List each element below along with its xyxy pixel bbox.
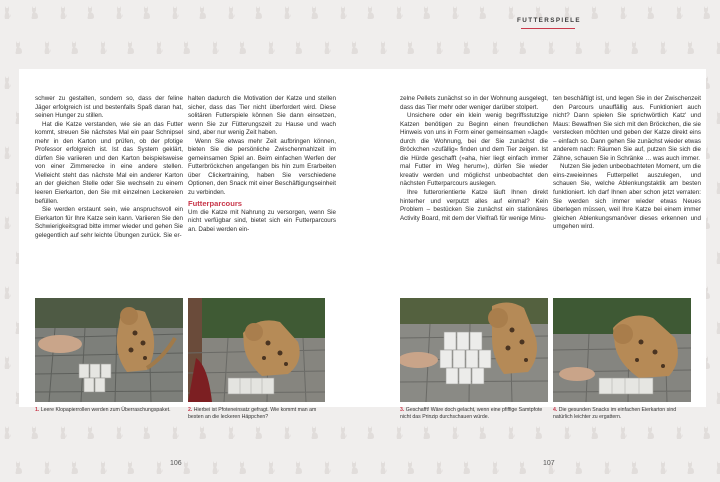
- cat-silhouette-icon: [2, 216, 11, 229]
- cat-silhouette-icon: [658, 461, 667, 474]
- cat-silhouette-icon: [686, 461, 695, 474]
- cat-silhouette-icon: [602, 41, 611, 54]
- cat-silhouette-icon: [714, 181, 720, 194]
- photo-cat-egg-carton: [553, 298, 691, 402]
- cat-silhouette-icon: [182, 41, 191, 54]
- cat-silhouette-icon: [534, 426, 543, 439]
- cat-silhouette-icon: [646, 6, 655, 19]
- cat-silhouette-icon: [658, 41, 667, 54]
- cat-silhouette-icon: [462, 41, 471, 54]
- cat-silhouette-icon: [42, 461, 51, 474]
- cat-silhouette-icon: [714, 111, 720, 124]
- cat-silhouette-icon: [602, 461, 611, 474]
- cat-silhouette-icon: [182, 461, 191, 474]
- cat-silhouette-icon: [378, 41, 387, 54]
- cat-silhouette-icon: [646, 426, 655, 439]
- cat-silhouette-icon: [2, 76, 11, 89]
- cat-silhouette-icon: [254, 426, 263, 439]
- cat-silhouette-icon: [338, 6, 347, 19]
- cat-silhouette-icon: [238, 41, 247, 54]
- cat-silhouette-icon: [574, 41, 583, 54]
- page-number-left: 106: [170, 460, 182, 467]
- cat-silhouette-icon: [70, 41, 79, 54]
- cat-silhouette-icon: [714, 41, 720, 54]
- cat-silhouette-icon: [14, 461, 23, 474]
- cat-silhouette-icon: [378, 461, 387, 474]
- cat-silhouette-icon: [350, 461, 359, 474]
- cat-silhouette-icon: [30, 6, 39, 19]
- paragraph: halten dadurch die Motivation der Katze und stellen sicher, dass das Tier nicht überfordert wird. Diese solitären Futterspiele können Sie dann einsetzen, wenn Sie zur Fütterungszeit zu Hause und wach sind, aber nur wenig Zeit haben.: [188, 95, 336, 137]
- cat-silhouette-icon: [30, 426, 39, 439]
- cat-silhouette-icon: [590, 426, 599, 439]
- cat-silhouette-icon: [406, 41, 415, 54]
- cat-silhouette-icon: [2, 356, 11, 369]
- paragraph: Wenn Sie etwas mehr Zeit aufbringen können, bieten Sie die persönliche Zwischenmahlzeit im gemeinsamen Spiel an. Beim einfachen Werfen der Futterbröckchen angefangen bis hin zum Erarbeiten über Clickertraining, haben Sie verschiedene Optionen, den Snack mit einer Beschäftigungseinheit zu verbinden.: [188, 137, 336, 197]
- caption-number: 1.: [35, 407, 40, 413]
- cat-silhouette-icon: [238, 461, 247, 474]
- cat-silhouette-icon: [198, 6, 207, 19]
- cat-silhouette-icon: [266, 41, 275, 54]
- cat-silhouette-icon: [282, 6, 291, 19]
- section-heading: Futterparcours: [188, 198, 243, 208]
- cat-silhouette-icon: [490, 461, 499, 474]
- paragraph: ten beschäftigt ist, und legen Sie in der Zwischenzeit den Parcours unauffällig aus. Funktioniert auch nicht? Dann spielen Sie sprichwörtlich Katz' und Maus: Bewaffnen Sie sich mit den Bröckchen, die sie verstecken möchten und geben der Katze direkt eins – einfach so. Dann gehen Sie zunächst wieder etwas anderem nach: Räumen Sie auf, putzen Sie sich die Zähne, schauen Sie in Schränke … was auch immer.: [553, 95, 701, 162]
- paragraph: Ihre futterorientierte Katze läuft Ihnen direkt hinterher und verputzt alles auf einmal? Kein Problem – bestücken Sie zunächst ein stationäres Activity Board, mit dem der Vielfraß für wenige Minu-: [400, 189, 548, 222]
- caption-text: Die gesunden Snacks im einfachen Eierkarton sind natürlich leichter zu ergattern.: [553, 407, 677, 420]
- cat-silhouette-icon: [714, 321, 720, 334]
- cat-silhouette-icon: [86, 6, 95, 19]
- cat-silhouette-icon: [322, 461, 331, 474]
- right-column-2: [553, 95, 701, 232]
- cat-silhouette-icon: [294, 41, 303, 54]
- cat-silhouette-icon: [282, 426, 291, 439]
- section-title: FUTTERSPIELE: [517, 17, 579, 29]
- cat-silhouette-icon: [294, 461, 303, 474]
- caption-number: 2.: [188, 407, 193, 413]
- cat-silhouette-icon: [478, 6, 487, 19]
- cat-silhouette-icon: [226, 426, 235, 439]
- cat-silhouette-icon: [310, 426, 319, 439]
- photo-cat-activity-board: [400, 298, 548, 402]
- cat-silhouette-icon: [142, 6, 151, 19]
- paragraph: Um die Katze mit Nahrung zu versorgen, wenn Sie nicht verfügbar sind, bietet sich ein Futterparcours an. Dabei werden ein-: [188, 208, 336, 233]
- page-number-right: 107: [543, 460, 555, 467]
- cat-silhouette-icon: [702, 6, 711, 19]
- cat-silhouette-icon: [58, 426, 67, 439]
- cat-silhouette-icon: [686, 41, 695, 54]
- paragraph: Sie werden erstaunt sein, wie anspruchsvoll ein Eierkarton für Ihre Katze sein kann. Variieren Sie den Schwierigkeitsgrad bitte immer wieder und gehen Sie gelegentlich auf sehr leichte Übungen zurück. Sie er-: [35, 206, 183, 239]
- cat-silhouette-icon: [126, 461, 135, 474]
- cat-silhouette-icon: [170, 426, 179, 439]
- cat-silhouette-icon: [350, 41, 359, 54]
- cat-silhouette-icon: [490, 41, 499, 54]
- photo-cat-toilet-rolls: [35, 298, 183, 402]
- left-column-1: [35, 95, 183, 240]
- paragraph: zelne Pellets zunächst so in der Wohnung ausgelegt, dass das Tier mehr oder weniger darüber stolpert.: [400, 95, 548, 111]
- cat-silhouette-icon: [142, 426, 151, 439]
- cat-silhouette-icon: [618, 426, 627, 439]
- cat-silhouette-icon: [450, 426, 459, 439]
- left-column-2: [188, 95, 336, 234]
- cat-silhouette-icon: [86, 426, 95, 439]
- cat-silhouette-icon: [114, 426, 123, 439]
- cat-silhouette-icon: [618, 6, 627, 19]
- cat-silhouette-icon: [170, 6, 179, 19]
- cat-silhouette-icon: [126, 41, 135, 54]
- cat-silhouette-icon: [406, 461, 415, 474]
- cat-silhouette-icon: [210, 41, 219, 54]
- cat-silhouette-icon: [114, 6, 123, 19]
- caption-text: Hierbei ist Pfoteneinsatz gefragt. Wie kommt man am besten an die leckeren Häppchen?: [188, 407, 317, 420]
- cat-silhouette-icon: [702, 426, 711, 439]
- cat-silhouette-icon: [366, 6, 375, 19]
- photo-cat-egg-carton-paw: [188, 298, 325, 402]
- cat-silhouette-icon: [506, 6, 515, 19]
- cat-silhouette-icon: [2, 426, 11, 439]
- caption-4: [553, 407, 693, 421]
- paragraph: Hat die Katze verstanden, wie sie an das Futter kommt, streuen Sie nächstes Mal ein paar Schnipsel mehr in den Karton und prüfen, ob der pfotige Professor erfolgreich ist. Ist das System geklärt, dürfen Sie variieren und den Karton beispielsweise von einer Zimmerecke in eine andere stellen. Vielleicht steht das nächste Mal ein anderer Karton an der gleichen Stelle oder Sie wechseln zu einem leeren Eierkarton, den Sie mit einzelnen Leckereien befüllen.: [35, 120, 183, 205]
- caption-2: [188, 407, 328, 421]
- caption-text: Leere Klopapierrollen werden zum Überraschungspaket.: [40, 407, 171, 413]
- cat-silhouette-icon: [322, 41, 331, 54]
- cat-silhouette-icon: [714, 251, 720, 264]
- cat-silhouette-icon: [70, 461, 79, 474]
- cat-silhouette-icon: [562, 426, 571, 439]
- cat-silhouette-icon: [98, 461, 107, 474]
- cat-silhouette-icon: [518, 461, 527, 474]
- cat-silhouette-icon: [546, 41, 555, 54]
- cat-silhouette-icon: [2, 286, 11, 299]
- cat-silhouette-icon: [590, 6, 599, 19]
- cat-silhouette-icon: [422, 6, 431, 19]
- cat-silhouette-icon: [394, 6, 403, 19]
- caption-1: [35, 407, 185, 414]
- cat-silhouette-icon: [14, 41, 23, 54]
- paragraph: schwer zu gestalten, sondern so, dass der feline Jäger erfolgreich ist und bestenfalls Spaß daran hat, seinen Hunger zu stillen.: [35, 95, 183, 120]
- cat-silhouette-icon: [154, 41, 163, 54]
- right-column-1: [400, 95, 548, 223]
- caption-text: Geschafft! Wäre doch gelacht, wenn eine pfiffige Samtpfote nicht das Prinzip durchschauen würde.: [400, 407, 543, 420]
- cat-silhouette-icon: [462, 461, 471, 474]
- cat-silhouette-icon: [434, 461, 443, 474]
- cat-silhouette-icon: [630, 461, 639, 474]
- cat-silhouette-icon: [198, 426, 207, 439]
- cat-silhouette-icon: [226, 6, 235, 19]
- cat-silhouette-icon: [394, 426, 403, 439]
- cat-silhouette-icon: [630, 41, 639, 54]
- cat-silhouette-icon: [478, 426, 487, 439]
- cat-silhouette-icon: [266, 461, 275, 474]
- cat-silhouette-icon: [338, 426, 347, 439]
- paragraph: Nutzen Sie jeden unbeobachteten Moment, um die eins-zweieinnes Futterpellet auszulegen, und schauen Sie, welche Ablenkungstaktik am besten funktioniert. Ich darf Ihnen aber schon jetzt verraten: Sie werden sich immer wieder etwas Neues überlegen müssen, weil Ihre Katze bei einem immer gleichen Ablenkungsmanöver dieses erkennen und umgehen wird.: [553, 163, 701, 231]
- cat-silhouette-icon: [674, 6, 683, 19]
- caption-number: 3.: [400, 407, 405, 413]
- cat-silhouette-icon: [506, 426, 515, 439]
- cat-silhouette-icon: [42, 41, 51, 54]
- cat-silhouette-icon: [422, 426, 431, 439]
- cat-silhouette-icon: [434, 41, 443, 54]
- cat-silhouette-icon: [2, 6, 11, 19]
- cat-silhouette-icon: [98, 41, 107, 54]
- cat-silhouette-icon: [58, 6, 67, 19]
- cat-silhouette-icon: [210, 461, 219, 474]
- cat-silhouette-icon: [518, 41, 527, 54]
- cat-silhouette-icon: [154, 461, 163, 474]
- cat-silhouette-icon: [714, 391, 720, 404]
- caption-number: 4.: [553, 407, 558, 413]
- cat-silhouette-icon: [574, 461, 583, 474]
- paragraph: Unsichere oder ein klein wenig begriffsstutzige Katzen benötigen zu Beginn einen freundlichen Hinweis von uns in Form einer gemeinsamen »Jagd« durch die Wohnung, bei der Sie zunächst die Bröckchen »zufällig« finden und dem Tier zeigen. Ist die Hürde geschafft (»aha, hier liegt einfach immer mal Futter im Weg herum«), dürfen Sie wieder kreativ werden und möglichst unbeobachtet den nächsten Futterparcours auslegen.: [400, 112, 548, 188]
- cat-silhouette-icon: [254, 6, 263, 19]
- cat-silhouette-icon: [674, 426, 683, 439]
- cat-silhouette-icon: [366, 426, 375, 439]
- cat-silhouette-icon: [714, 461, 720, 474]
- cat-silhouette-icon: [2, 146, 11, 159]
- caption-3: [400, 407, 550, 421]
- cat-silhouette-icon: [310, 6, 319, 19]
- cat-silhouette-icon: [450, 6, 459, 19]
